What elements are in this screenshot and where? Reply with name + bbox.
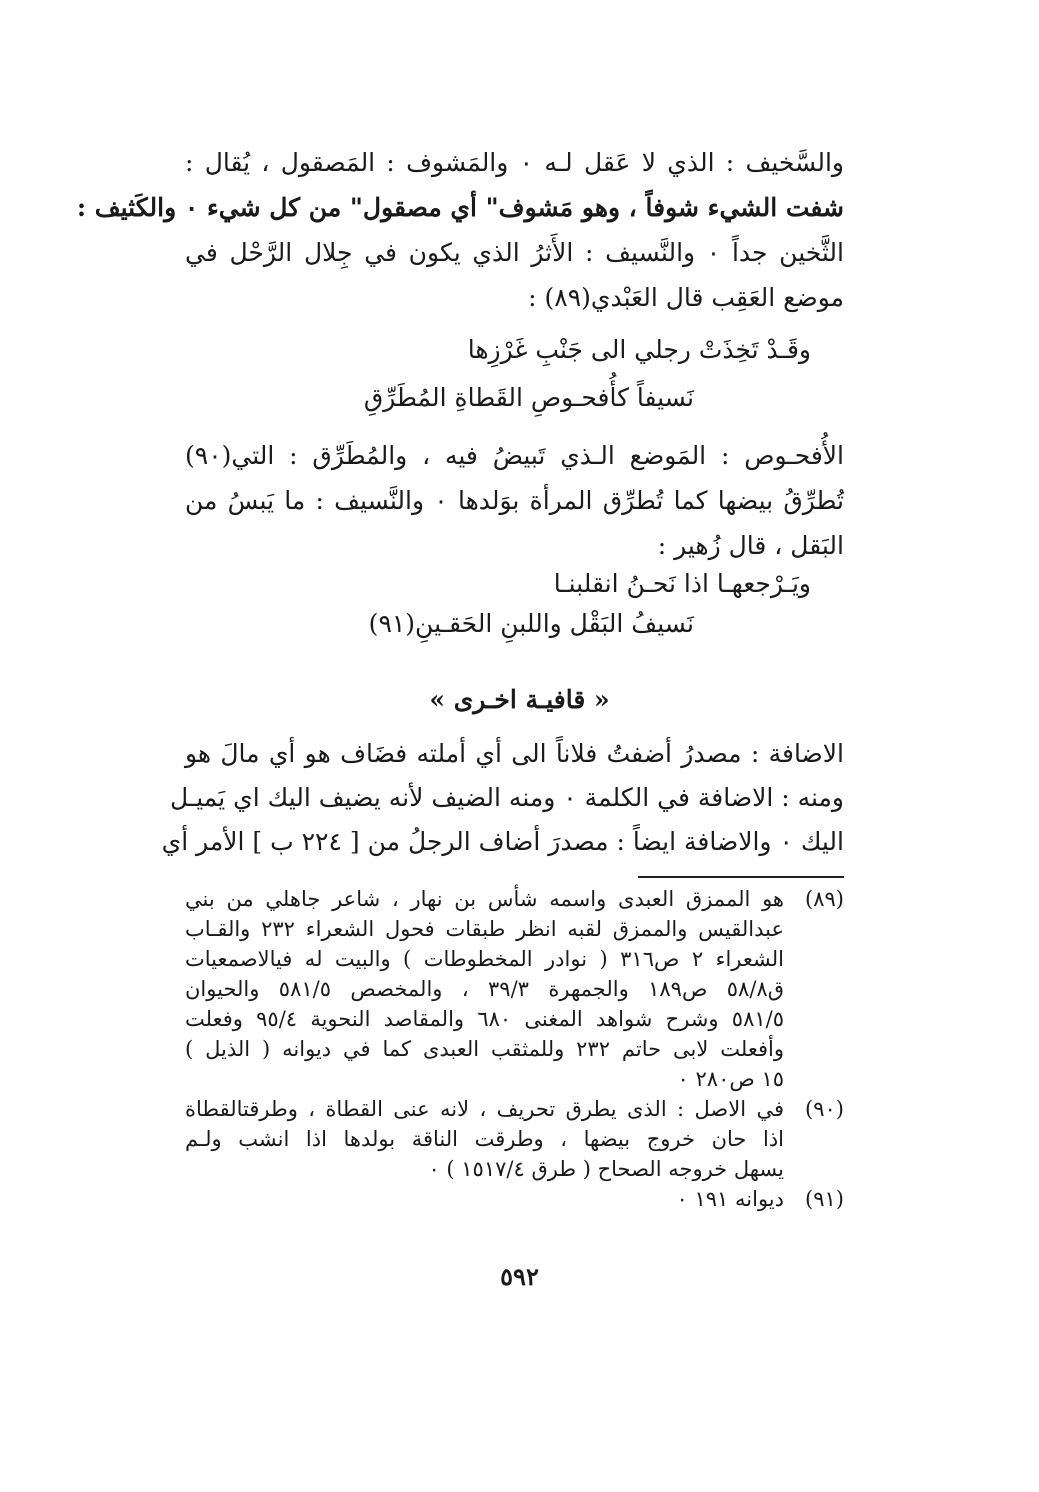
footnote-line: وأفعلت لابى حاتم ٢٣٢ وللمثقب العبدى كما في ديوانه ( الذيل ) xyxy=(185,1037,784,1061)
footnote-number: (٩٠) xyxy=(805,1097,844,1121)
footnote-number: (٨٩) xyxy=(805,887,844,911)
footnote-line: هو الممزق العبدى واسمه شأس بن نهار ، شاعر جاهلي من بني xyxy=(185,887,784,911)
footnote-number: (٩١) xyxy=(805,1187,844,1211)
body-line: الاضافة : مصدرُ أضفتُ فلاناً الى أي أملته فضَاف هو أي مالَ هو xyxy=(185,739,844,768)
body-line: تُطرِّقُ بيضها كما تُطرِّق المرأة بوَلدها ٠ والنَّسيف : ما يَبسُ من xyxy=(185,486,844,515)
page-number: ٥٩٢ xyxy=(500,1262,539,1291)
verse-hemistich: نَسيفاً كأُفحـوصِ القَطاةِ المُطَرِّقِ xyxy=(363,383,694,412)
verse-hemistich: وقَـدْ تَخِذَتْ رجلي الى جَنْبِ غَرْزِها xyxy=(467,335,811,364)
body-line: اليك ٠ والاضافة ايضاً : مصدرَ أضاف الرجلُ من [ ٢٢٤ ب ] الأمر أي xyxy=(161,827,844,856)
footnote-line: في الاصل : الذى يطرق تحريف ، لانه عنى القطاة ، وطرقتالقطاة xyxy=(185,1097,784,1121)
body-line: موضع العَقِب قال العَبْدي(٨٩) : xyxy=(528,283,844,312)
body-line: شفت الشيء شوفاً ، وهو مَشوف" أي مصقول" من كل شيء ٠ والكَثيف : xyxy=(76,193,844,222)
footnote-line: الشعراء ٢ ص٣١٦ ( نوادر المخطوطات ) والبيت له فيالاصمعيات xyxy=(185,947,784,971)
verse-hemistich: ويَـرْجعهـا اذا نَحـنُ انقلبنـا xyxy=(553,569,811,598)
body-line: والسَّخيف : الذي لا عَقل لـه ٠ والمَشوف : المَصقول ، يُقال : xyxy=(185,148,844,177)
footnote-line: ١٥ ص٢٨٠ ٠ xyxy=(677,1067,784,1091)
verse-hemistich: نَسيفُ البَقْل واللبنِ الحَقـينِ(٩١) xyxy=(368,609,694,638)
footnote-line: اذا حان خروج بيضها ، وطرقت الناقة بولدها اذا انشب ولـم xyxy=(185,1127,784,1151)
footnote-line: ق٥٨/٨ ص١٨٩ والجمهرة ٣٩/٣ ، والمخصص ٥٨١/٥ والحيوان xyxy=(185,977,784,1001)
footnote-line: ديوانه ١٩١ ٠ xyxy=(676,1187,784,1211)
body-line: الأُفحـوص : المَوضع الـذي تَبيضُ فيه ، والمُطَرِّق : التي(٩٠) xyxy=(185,441,844,470)
body-line: ومنه : الاضافة في الكلمة ٠ ومنه الضيف لأنه يضيف اليك اي يَميـل xyxy=(170,783,844,812)
footnote-separator xyxy=(638,876,844,878)
section-heading: « قافيـة اخـرى » xyxy=(429,685,610,714)
footnote-line: عبدالقيس والممزق لقبه انظر طبقات فحول الشعراء ٢٣٢ والقـاب xyxy=(185,917,784,941)
footnote-line: ٥٨١/٥ وشرح شواهد المغنى ٦٨٠ والمقاصد النحوية ٩٥/٤ وفعلت xyxy=(185,1007,784,1031)
body-line: الثَّخين جداً ٠ والنَّسيف : الأَثرُ الذي يكون في جِلال الرَّحْل في xyxy=(185,238,844,267)
footnote-line: يسهل خروجه الصحاح ( طرق ١٥١٧/٤ ) ٠ xyxy=(428,1157,784,1181)
body-line: البَقل ، قال زُهير : xyxy=(657,531,844,560)
